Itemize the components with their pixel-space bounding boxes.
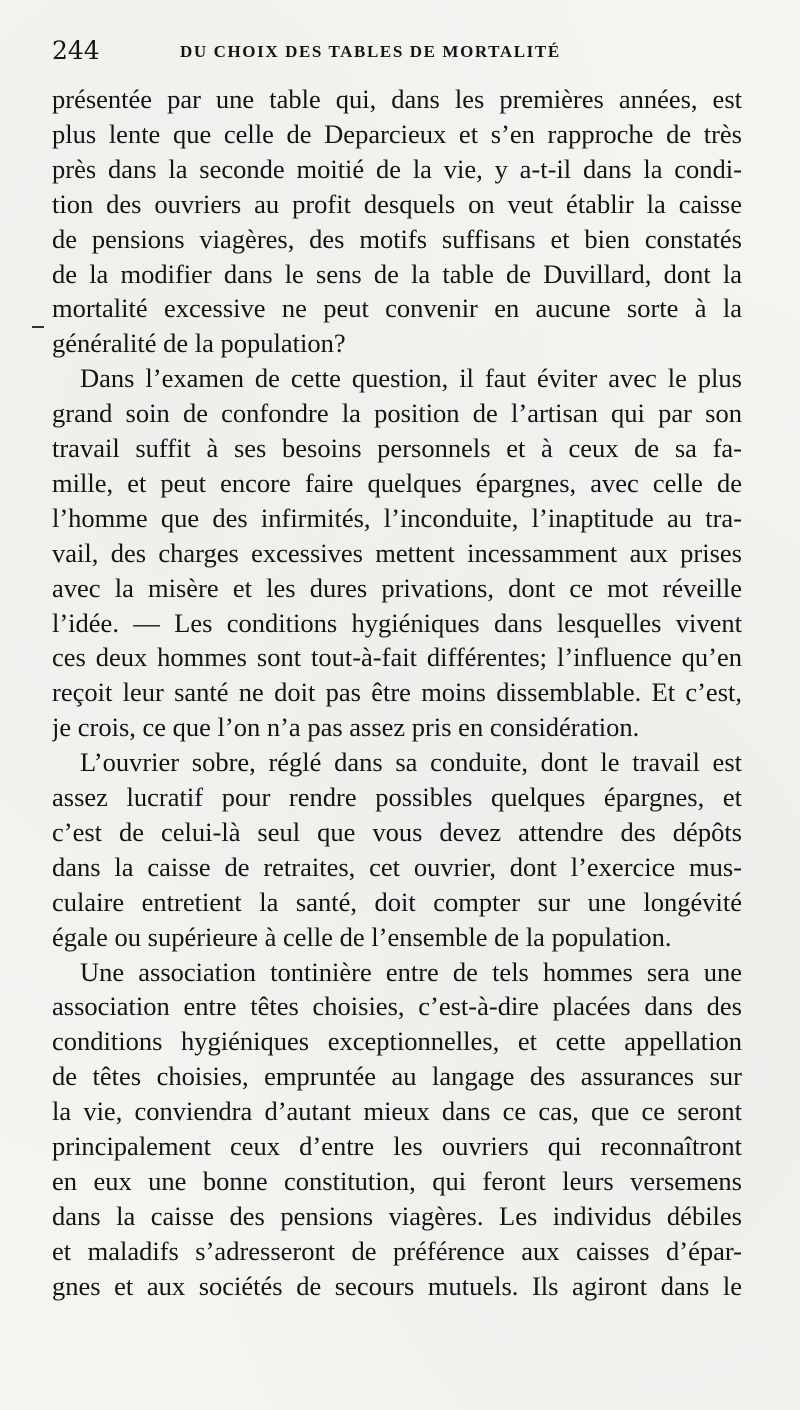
- text-line: égale ou supérieure à celle de l’ensemble de la population.: [52, 921, 672, 952]
- text-line: dans la caisse de retraites, cet ouvrier, dont l’exercice mus-: [52, 851, 742, 882]
- text-line: l’idée. — Les conditions hygiéniques dans lesquelles vivent: [52, 607, 742, 638]
- text-line: c’est de celui-là seul que vous devez attendre des dépôts: [52, 816, 742, 847]
- text-line: L’ouvrier sobre, réglé dans sa conduite, dont le travail est: [80, 747, 742, 778]
- running-title: DU CHOIX DES TABLES DE MORTALITÉ: [180, 42, 561, 61]
- text-line: de pensions viagères, des motifs suffisans et bien constatés: [52, 223, 742, 254]
- text-line: travail suffit à ses besoins personnels et à ceux de sa fa-: [52, 433, 742, 463]
- text-line: de têtes choisies, empruntée au langage des assurances sur: [52, 1061, 742, 1092]
- text-line: grand soin de confondre la position de l’artisan qui par son: [52, 398, 742, 429]
- text-line: et maladifs s’adresseront de préférence aux caisses d’épar-: [52, 1235, 742, 1266]
- text-line: présentée par une table qui, dans les premières années, est: [52, 84, 742, 114]
- margin-mark: [32, 326, 44, 328]
- page-number: 244: [52, 36, 100, 65]
- text-line: près dans la seconde moitié de la vie, y a-t-il dans la condi-: [52, 153, 742, 184]
- text-line: je crois, ce que l’on n’a pas assez pris en considération.: [52, 712, 640, 743]
- text-line: culaire entretient la santé, doit compter sur une longévité: [52, 886, 742, 917]
- text-line: dans la caisse des pensions viagères. Les individus débiles: [52, 1200, 742, 1231]
- text-line: Une association tontinière entre de tels hommes sera une: [80, 956, 742, 987]
- text-line: mortalité excessive ne peut convenir en aucune sorte à la: [52, 293, 742, 324]
- text-line: généralité de la population?: [52, 328, 346, 359]
- text-line: tion des ouvriers au profit desquels on veut établir la caisse: [52, 188, 742, 219]
- text-line: plus lente que celle de Deparcieux et s’en rapproche de très: [52, 118, 742, 149]
- text-line: conditions hygiéniques exceptionnelles, et cette appellation: [52, 1026, 742, 1057]
- text-line: avec la misère et les dures privations, dont ce mot réveille: [52, 572, 742, 603]
- page-header: [52, 36, 752, 66]
- text-line: mille, et peut encore faire quelques épargnes, avec celle de: [52, 467, 742, 498]
- text-line: reçoit leur santé ne doit pas être moins dissemblable. Et c’est,: [52, 677, 742, 708]
- text-line: la vie, conviendra d’autant mieux dans ce cas, que ce seront: [52, 1096, 742, 1127]
- text-line: principalement ceux d’entre les ouvriers qui reconnaîtront: [52, 1131, 742, 1161]
- text-line: l’homme que des infirmités, l’inconduite, l’inaptitude au tra-: [52, 502, 742, 533]
- text-line: assez lucratif pour rendre possibles quelques épargnes, et: [52, 782, 742, 812]
- text-line: association entre têtes choisies, c’est-à-dire placées dans des: [52, 991, 742, 1022]
- text-line: gnes et aux sociétés de secours mutuels. Ils agiront dans le: [52, 1270, 742, 1301]
- text-line: de la modifier dans le sens de la table de Duvillard, dont la: [52, 258, 742, 289]
- text-line: Dans l’examen de cette question, il faut éviter avec le plus: [80, 363, 742, 394]
- text-line: en eux une bonne constitution, qui feront leurs versemens: [52, 1165, 742, 1196]
- text-line: vail, des charges excessives mettent incessamment aux prises: [52, 537, 742, 568]
- text-line: ces deux hommes sont tout-à-fait différentes; l’influence qu’en: [52, 642, 742, 673]
